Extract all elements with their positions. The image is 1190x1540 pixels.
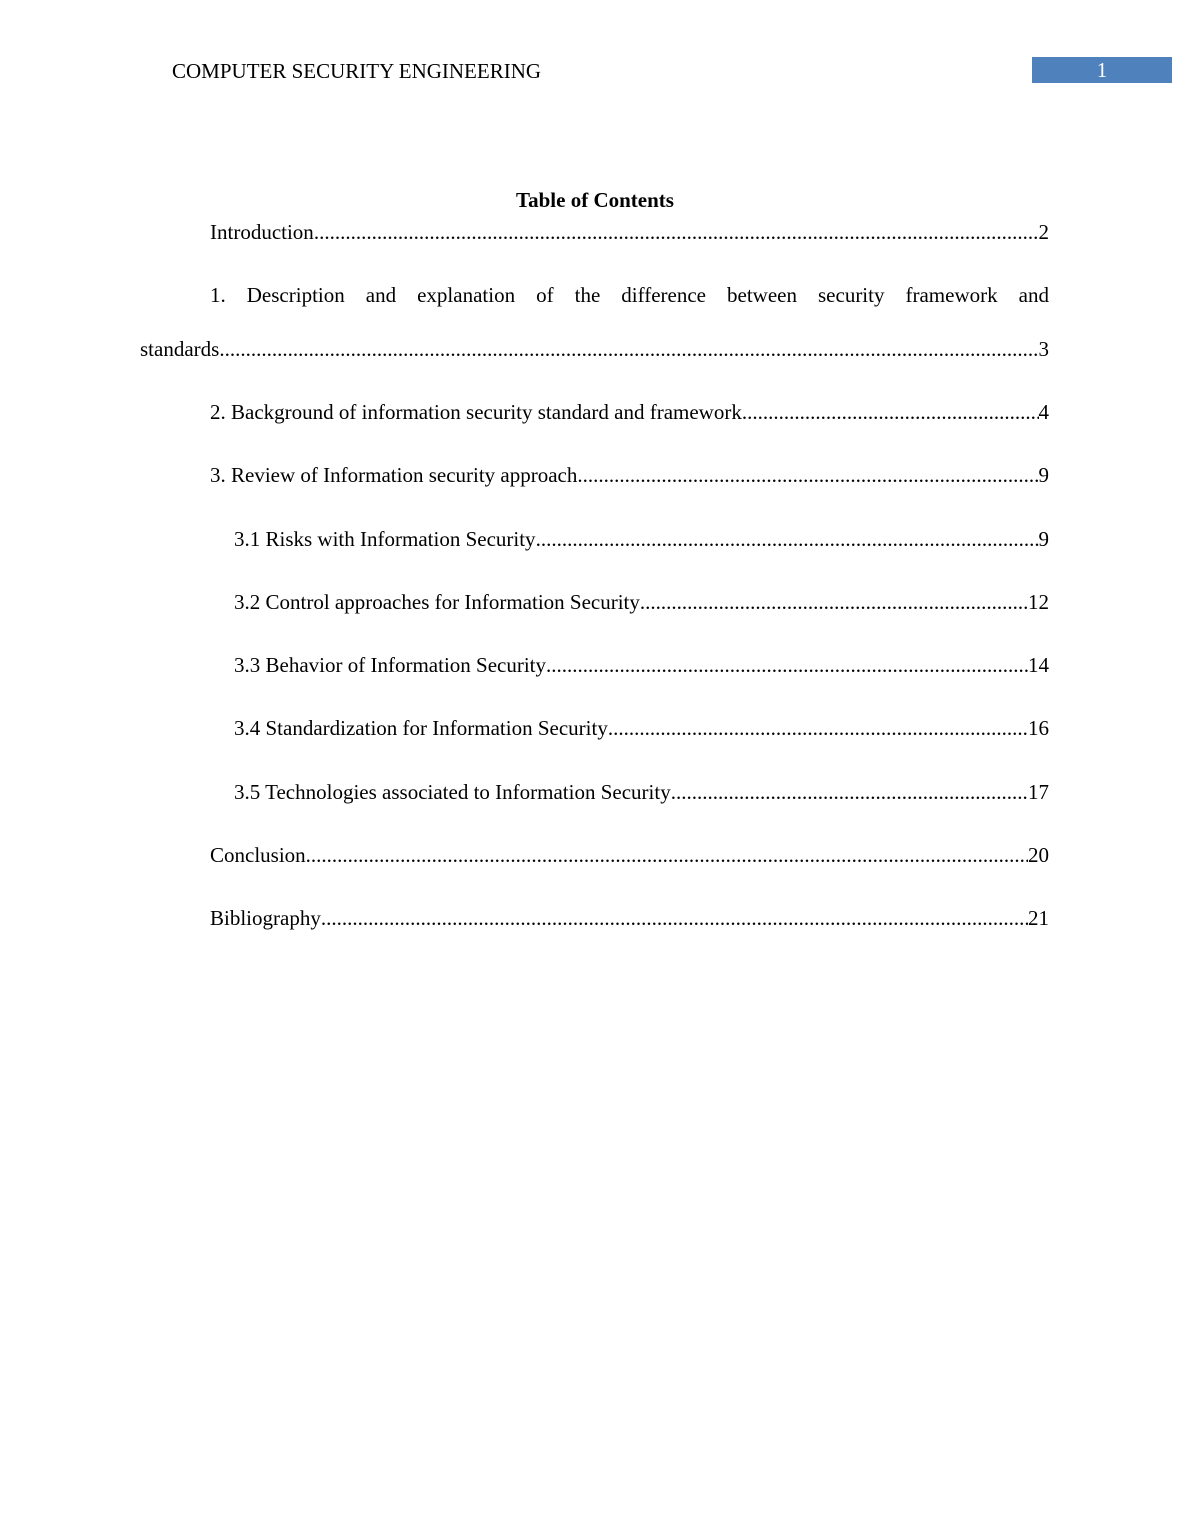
toc-entry-3-review[interactable] [210, 461, 1049, 489]
toc-entry-word: the [574, 283, 601, 307]
toc-entry-1-line1[interactable] [210, 281, 1049, 309]
running-header-title: COMPUTER SECURITY ENGINEERING [172, 59, 542, 83]
toc-entry-page: 21 [1028, 906, 1049, 930]
toc-dot-leader [314, 218, 1039, 246]
toc-dot-leader [219, 335, 1038, 363]
toc-entry-page: 17 [1028, 780, 1049, 804]
toc-entry-word: of [536, 283, 554, 307]
toc-dot-leader [306, 841, 1028, 869]
toc-entry-3-5-technologies[interactable] [234, 778, 1049, 806]
toc-entry-word: 1. [210, 283, 226, 307]
toc-dot-leader [546, 651, 1028, 679]
toc-entry-conclusion[interactable] [210, 841, 1049, 869]
toc-entry-page: 9 [1038, 463, 1049, 487]
toc-entry-label: 3.2 Control approaches for Information Security [234, 590, 640, 614]
toc-entry-bibliography[interactable] [210, 904, 1049, 932]
toc-entry-label: standards [140, 337, 220, 361]
toc-entry-label: Bibliography [210, 906, 321, 930]
toc-entry-word: difference [621, 283, 706, 307]
toc-dot-leader [671, 778, 1028, 806]
toc-entry-label: Conclusion [210, 843, 306, 867]
toc-entry-page: 4 [1038, 400, 1049, 424]
toc-entry-word: and [1018, 283, 1049, 307]
toc-dot-leader [742, 398, 1039, 426]
toc-entry-3-1-risks[interactable] [234, 525, 1049, 553]
toc-heading: Table of Contents [516, 188, 674, 212]
toc-entry-label: 3.5 Technologies associated to Information Security [234, 780, 671, 804]
toc-dot-leader [608, 714, 1028, 742]
toc-entry-page: 16 [1028, 716, 1049, 740]
toc-entry-page: 3 [1038, 337, 1049, 361]
toc-entry-page: 9 [1038, 527, 1049, 551]
toc-entry-page: 2 [1038, 220, 1049, 244]
toc-entry-page: 12 [1028, 590, 1049, 614]
toc-entry-word: Description [246, 283, 345, 307]
toc-entry-word: explanation [417, 283, 516, 307]
toc-entry-word: security [818, 283, 885, 307]
toc-dot-leader [577, 461, 1038, 489]
toc-dot-leader [640, 588, 1028, 616]
toc-entry-word: and [365, 283, 397, 307]
toc-entry-page: 14 [1028, 653, 1049, 677]
toc-entry-3-4-standardization[interactable] [234, 714, 1049, 742]
toc-entry-label: 3.3 Behavior of Information Security [234, 653, 547, 677]
toc-entry-introduction[interactable] [210, 218, 1049, 246]
toc-entry-2-background[interactable] [210, 398, 1049, 426]
toc-entry-label: 2. Background of information security standard and framework [210, 400, 742, 424]
toc-entry-word: between [727, 283, 797, 307]
toc-entry-3-2-control[interactable] [234, 588, 1049, 616]
toc-dot-leader [321, 904, 1028, 932]
toc-entry-1-standards[interactable] [140, 335, 1049, 363]
toc-entry-label: 3.4 Standardization for Information Security [234, 716, 608, 740]
toc-entry-label: 3. Review of Information security approach [210, 463, 578, 487]
toc-dot-leader [536, 525, 1039, 553]
toc-entry-page: 20 [1028, 843, 1049, 867]
toc-entry-label: Introduction [210, 220, 314, 244]
toc-entry-3-3-behavior[interactable] [234, 651, 1049, 679]
toc-entry-label: 3.1 Risks with Information Security [234, 527, 536, 551]
toc-entry-word: framework [905, 283, 998, 307]
page-number: 1 [1096, 58, 1108, 82]
